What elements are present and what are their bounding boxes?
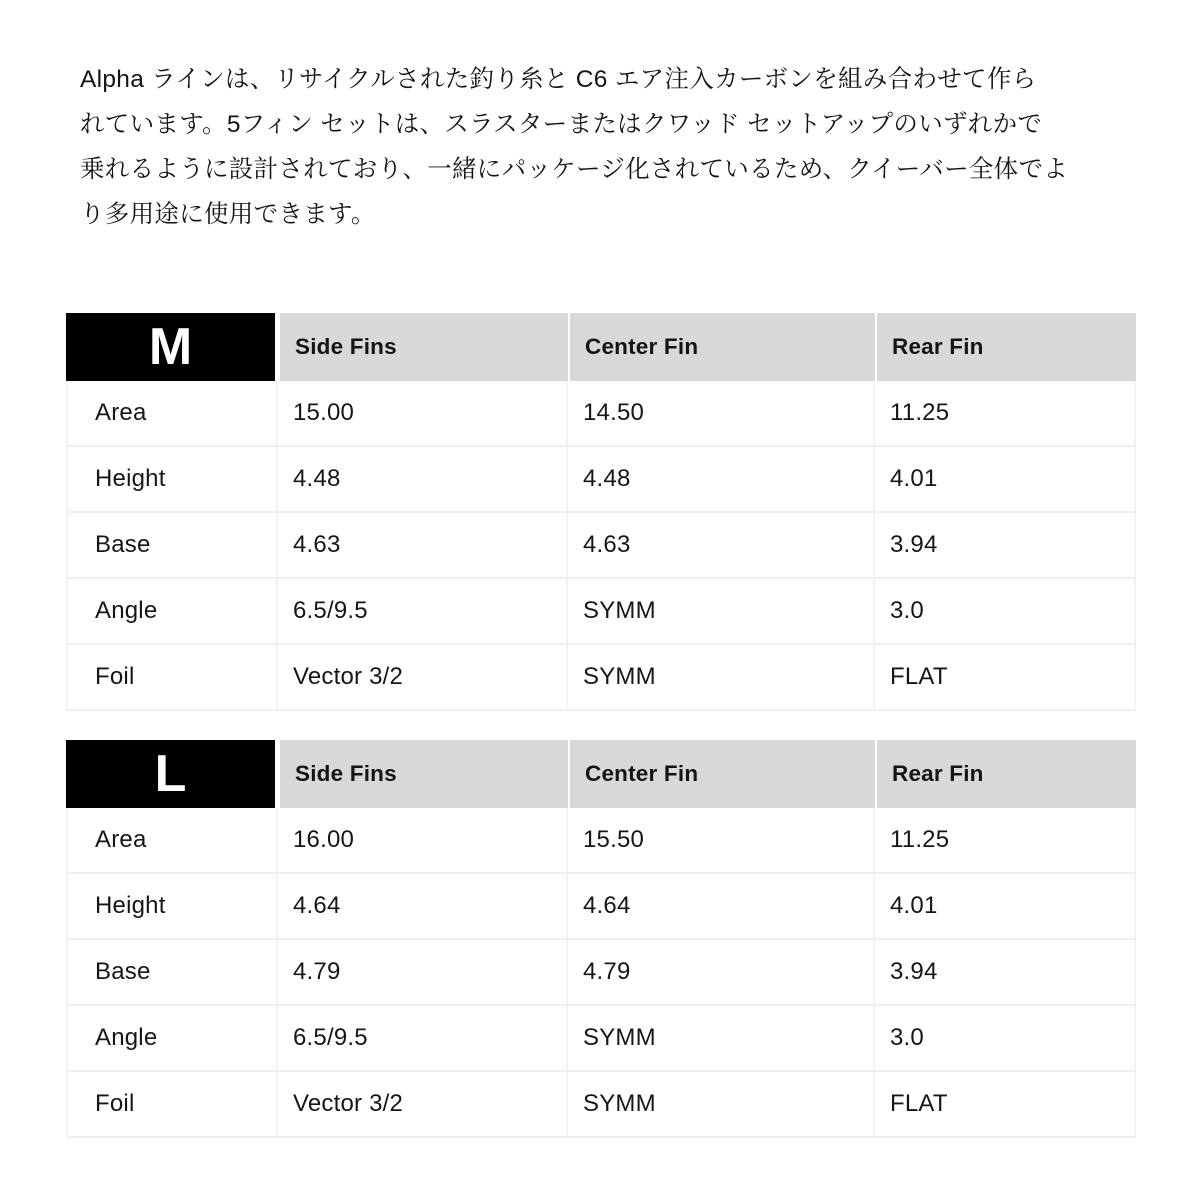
- spec-value: SYMM: [568, 579, 875, 645]
- description-line: Alpha ラインは、リサイクルされた釣り糸と C6 エア注入カーボンを組み合わせて作ら: [80, 66, 1037, 93]
- row-label: Foil: [66, 645, 278, 711]
- spec-value: 3.0: [875, 579, 1136, 645]
- spec-value: 4.64: [278, 874, 568, 940]
- row-label: Height: [66, 447, 278, 513]
- spec-value: 11.25: [875, 381, 1136, 447]
- size-badge-m: M: [66, 313, 278, 381]
- row-label: Angle: [66, 579, 278, 645]
- column-header-rear-fin: Rear Fin: [875, 313, 1136, 381]
- spec-table-size-m: [66, 313, 1136, 711]
- size-badge-l: L: [66, 740, 278, 808]
- product-description: [80, 57, 1140, 237]
- spec-row-height: [66, 447, 1136, 513]
- spec-row-area: [66, 808, 1136, 874]
- row-label: Area: [66, 808, 278, 874]
- spec-value: 14.50: [568, 381, 875, 447]
- spec-value: SYMM: [568, 1006, 875, 1072]
- spec-value: 4.63: [278, 513, 568, 579]
- description-line: り多用途に使用できます。: [80, 201, 376, 228]
- spec-value: 11.25: [875, 808, 1136, 874]
- column-header-side-fins: Side Fins: [278, 740, 568, 808]
- table-header-row: [66, 313, 1136, 381]
- spec-value: SYMM: [568, 645, 875, 711]
- spec-row-base: [66, 940, 1136, 1006]
- spec-value: 16.00: [278, 808, 568, 874]
- row-label: Area: [66, 381, 278, 447]
- row-label: Height: [66, 874, 278, 940]
- spec-value: Vector 3/2: [278, 645, 568, 711]
- column-header-rear-fin: Rear Fin: [875, 740, 1136, 808]
- spec-row-base: [66, 513, 1136, 579]
- spec-row-angle: [66, 579, 1136, 645]
- spec-value: 4.48: [278, 447, 568, 513]
- row-label: Base: [66, 940, 278, 1006]
- table-header-row: [66, 740, 1136, 808]
- spec-value: 4.64: [568, 874, 875, 940]
- spec-value: 15.00: [278, 381, 568, 447]
- row-label: Angle: [66, 1006, 278, 1072]
- spec-value: 4.63: [568, 513, 875, 579]
- spec-value: 4.01: [875, 874, 1136, 940]
- spec-row-angle: [66, 1006, 1136, 1072]
- spec-value: 6.5/9.5: [278, 1006, 568, 1072]
- spec-value: 15.50: [568, 808, 875, 874]
- column-header-side-fins: Side Fins: [278, 313, 568, 381]
- spec-value: Vector 3/2: [278, 1072, 568, 1138]
- description-line: 乗れるように設計されており、一緒にパッケージ化されているため、クイーバー全体でよ: [80, 156, 1069, 183]
- spec-value: 3.94: [875, 513, 1136, 579]
- spec-value: 4.79: [568, 940, 875, 1006]
- spec-value: 4.79: [278, 940, 568, 1006]
- spec-value: 3.94: [875, 940, 1136, 1006]
- description-line: れています。5フィン セットは、スラスターまたはクワッド セットアップのいずれかで: [80, 111, 1043, 138]
- column-header-center-fin: Center Fin: [568, 313, 875, 381]
- spec-row-foil: [66, 645, 1136, 711]
- spec-value: 3.0: [875, 1006, 1136, 1072]
- spec-value: 4.48: [568, 447, 875, 513]
- spec-row-foil: [66, 1072, 1136, 1138]
- row-label: Foil: [66, 1072, 278, 1138]
- spec-value: 6.5/9.5: [278, 579, 568, 645]
- spec-value: 4.01: [875, 447, 1136, 513]
- spec-value: FLAT: [875, 645, 1136, 711]
- spec-row-area: [66, 381, 1136, 447]
- spec-value: FLAT: [875, 1072, 1136, 1138]
- spec-value: SYMM: [568, 1072, 875, 1138]
- column-header-center-fin: Center Fin: [568, 740, 875, 808]
- spec-row-height: [66, 874, 1136, 940]
- spec-table-size-l: [66, 740, 1136, 1138]
- row-label: Base: [66, 513, 278, 579]
